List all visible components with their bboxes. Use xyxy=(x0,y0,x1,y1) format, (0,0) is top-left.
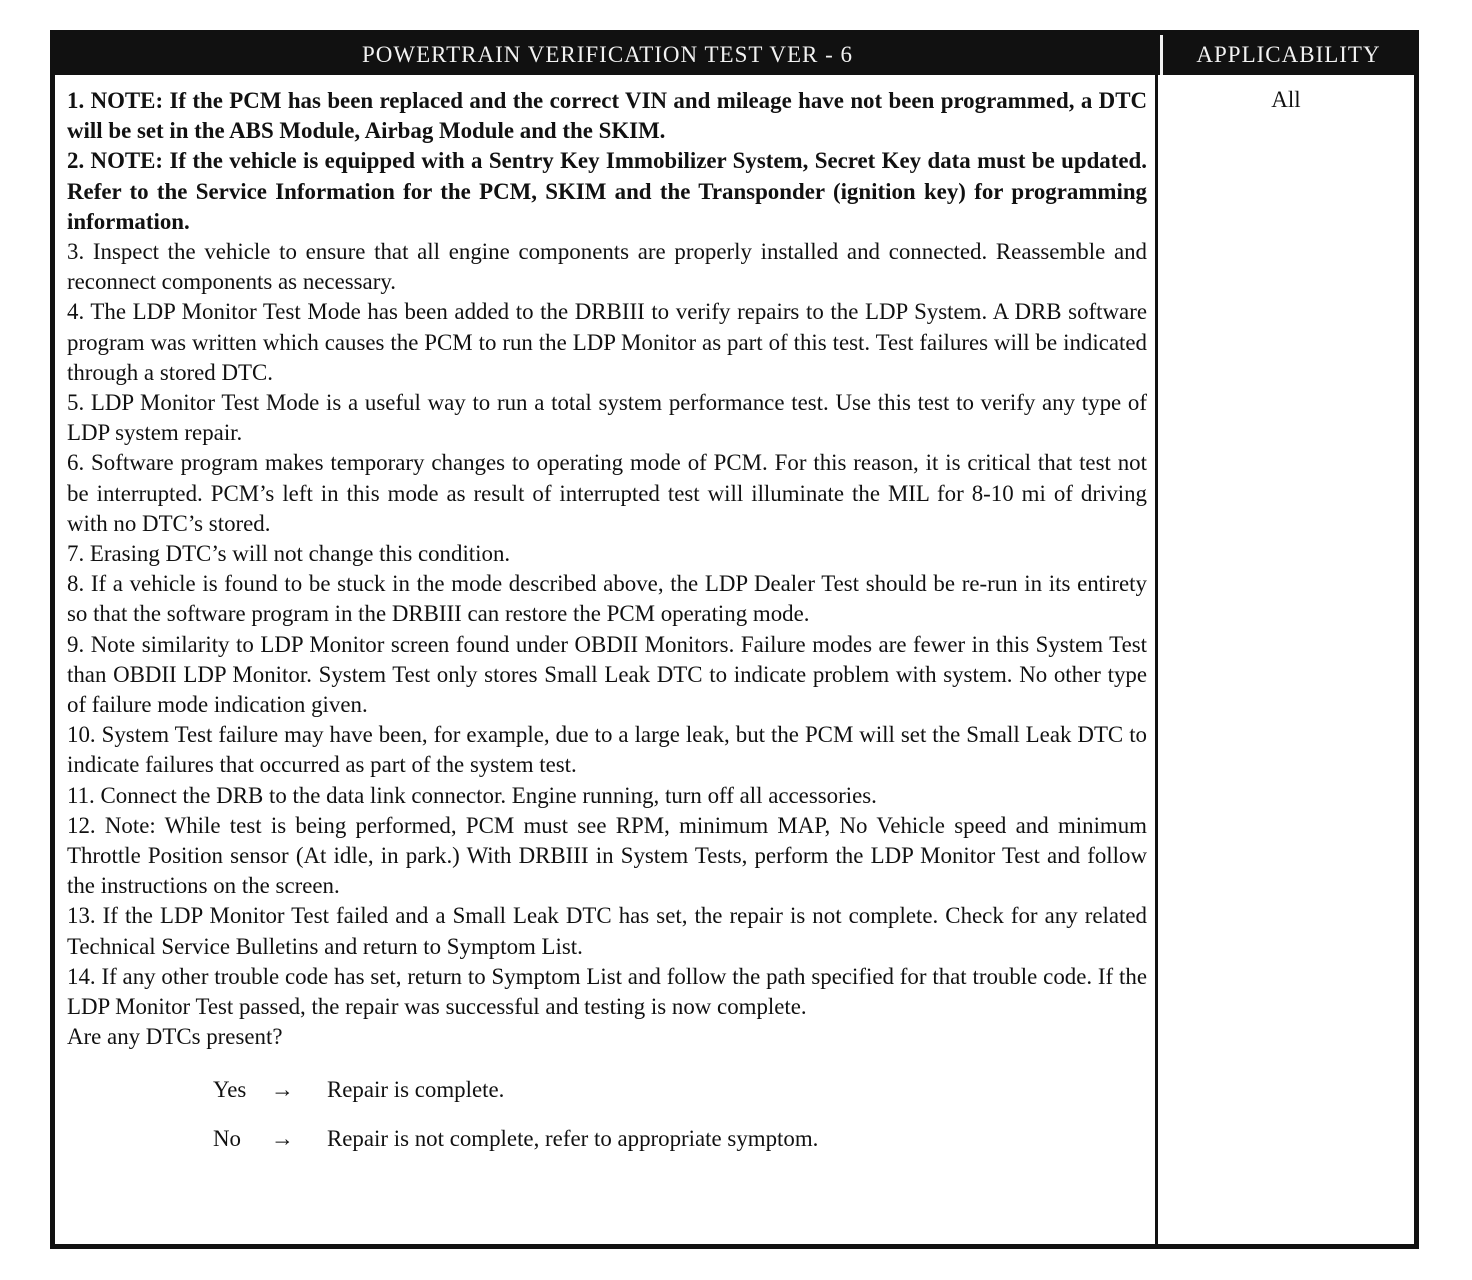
arrow-icon: → xyxy=(271,1125,294,1151)
answer-no xyxy=(67,1114,1147,1163)
step-9: 9. Note similarity to LDP Monitor screen found under OBDII Monitors. Failure modes are fewer in this System Test than OBDII LDP Monitor. System Test only stores Small Leak DTC to indicate problem with system. No other type of failure mode indication given. xyxy=(67,631,1147,718)
step-1: 1. NOTE: If the PCM has been replaced and the correct VIN and mileage have not been programmed, a DTC will be set in the ABS Module, Airbag Module and the SKIM. xyxy=(67,88,1147,144)
verification-test-table xyxy=(50,30,1419,1249)
steps-column xyxy=(55,75,1158,1244)
step-5: 5. LDP Monitor Test Mode is a useful way to run a total system performance test. Use this test to verify any type of LDP system repair. xyxy=(67,390,1147,446)
answer-result: Repair is complete. xyxy=(327,1076,505,1102)
answer-key: Yes xyxy=(213,1076,247,1102)
step-12: 12. Note: While test is being performed, PCM must see RPM, minimum MAP, No Vehicle speed and minimum Throttle Position sensor (At idle, in park.) With DRBIII in System Tests, perform the LDP Monitor Test and follow the instructions on the screen. xyxy=(67,812,1147,899)
step-6: 6. Software program makes temporary changes to operating mode of PCM. For this reason, it is critical that test not be interrupted. PCM’s left in this mode as result of interrupted test will illuminate the MIL for 8-10 mi of driving with no DTC’s stored. xyxy=(67,450,1147,536)
step-10: 10. System Test failure may have been, for example, due to a large leak, but the PCM will set the Small Leak DTC to indicate failures that occurred as part of the system test. xyxy=(67,722,1147,778)
applicability-header: APPLICABILITY xyxy=(1160,35,1414,75)
arrow-icon: → xyxy=(271,1076,294,1102)
table-header xyxy=(55,35,1414,75)
answer-yes xyxy=(67,1065,1147,1114)
answers xyxy=(67,1065,1147,1163)
table-body xyxy=(55,75,1414,1244)
test-title: POWERTRAIN VERIFICATION TEST VER - 6 xyxy=(361,42,853,67)
step-7: 7. Erasing DTC’s will not change this condition. xyxy=(67,541,511,567)
step-13: 13. If the LDP Monitor Test failed and a Small Leak DTC has set, the repair is not complete. Check for any related Technical Service Bulletins and return to Symptom List. xyxy=(67,903,1147,959)
step-11: 11. Connect the DRB to the data link connector. Engine running, turn off all accessories. xyxy=(67,782,877,808)
step-8: 8. If a vehicle is found to be stuck in the mode described above, the LDP Dealer Test should be re-run in its entirety so that the software program in the DRBIII can restore the PCM operating mode. xyxy=(67,571,1147,627)
step-14: 14. If any other trouble code has set, return to Symptom List and follow the path specified for that trouble code. If the LDP Monitor Test passed, the repair was successful and testing is now complete. xyxy=(67,963,1147,1020)
answer-result: Repair is not complete, refer to appropriate symptom. xyxy=(327,1125,819,1151)
step-3: 3. Inspect the vehicle to ensure that all engine components are properly installed and connected. Reassemble and reconnect components as necessary. xyxy=(67,239,1147,295)
answer-key: No xyxy=(213,1125,241,1151)
applicability-value: All xyxy=(1271,87,1301,112)
step-2: 2. NOTE: If the vehicle is equipped with a Sentry Key Immobilizer System, Secret Key data must be updated. Refer to the Service Information for the PCM, SKIM and the Transponder (ignition key) for programming information. xyxy=(67,148,1147,234)
step-4: 4. The LDP Monitor Test Mode has been added to the DRBIII to verify repairs to the LDP System. A DRB software program was written which causes the PCM to run the LDP Monitor as part of this test. Test failures will be indicated through a stored DTC. xyxy=(67,299,1147,385)
question: Are any DTCs present? xyxy=(67,1024,283,1050)
